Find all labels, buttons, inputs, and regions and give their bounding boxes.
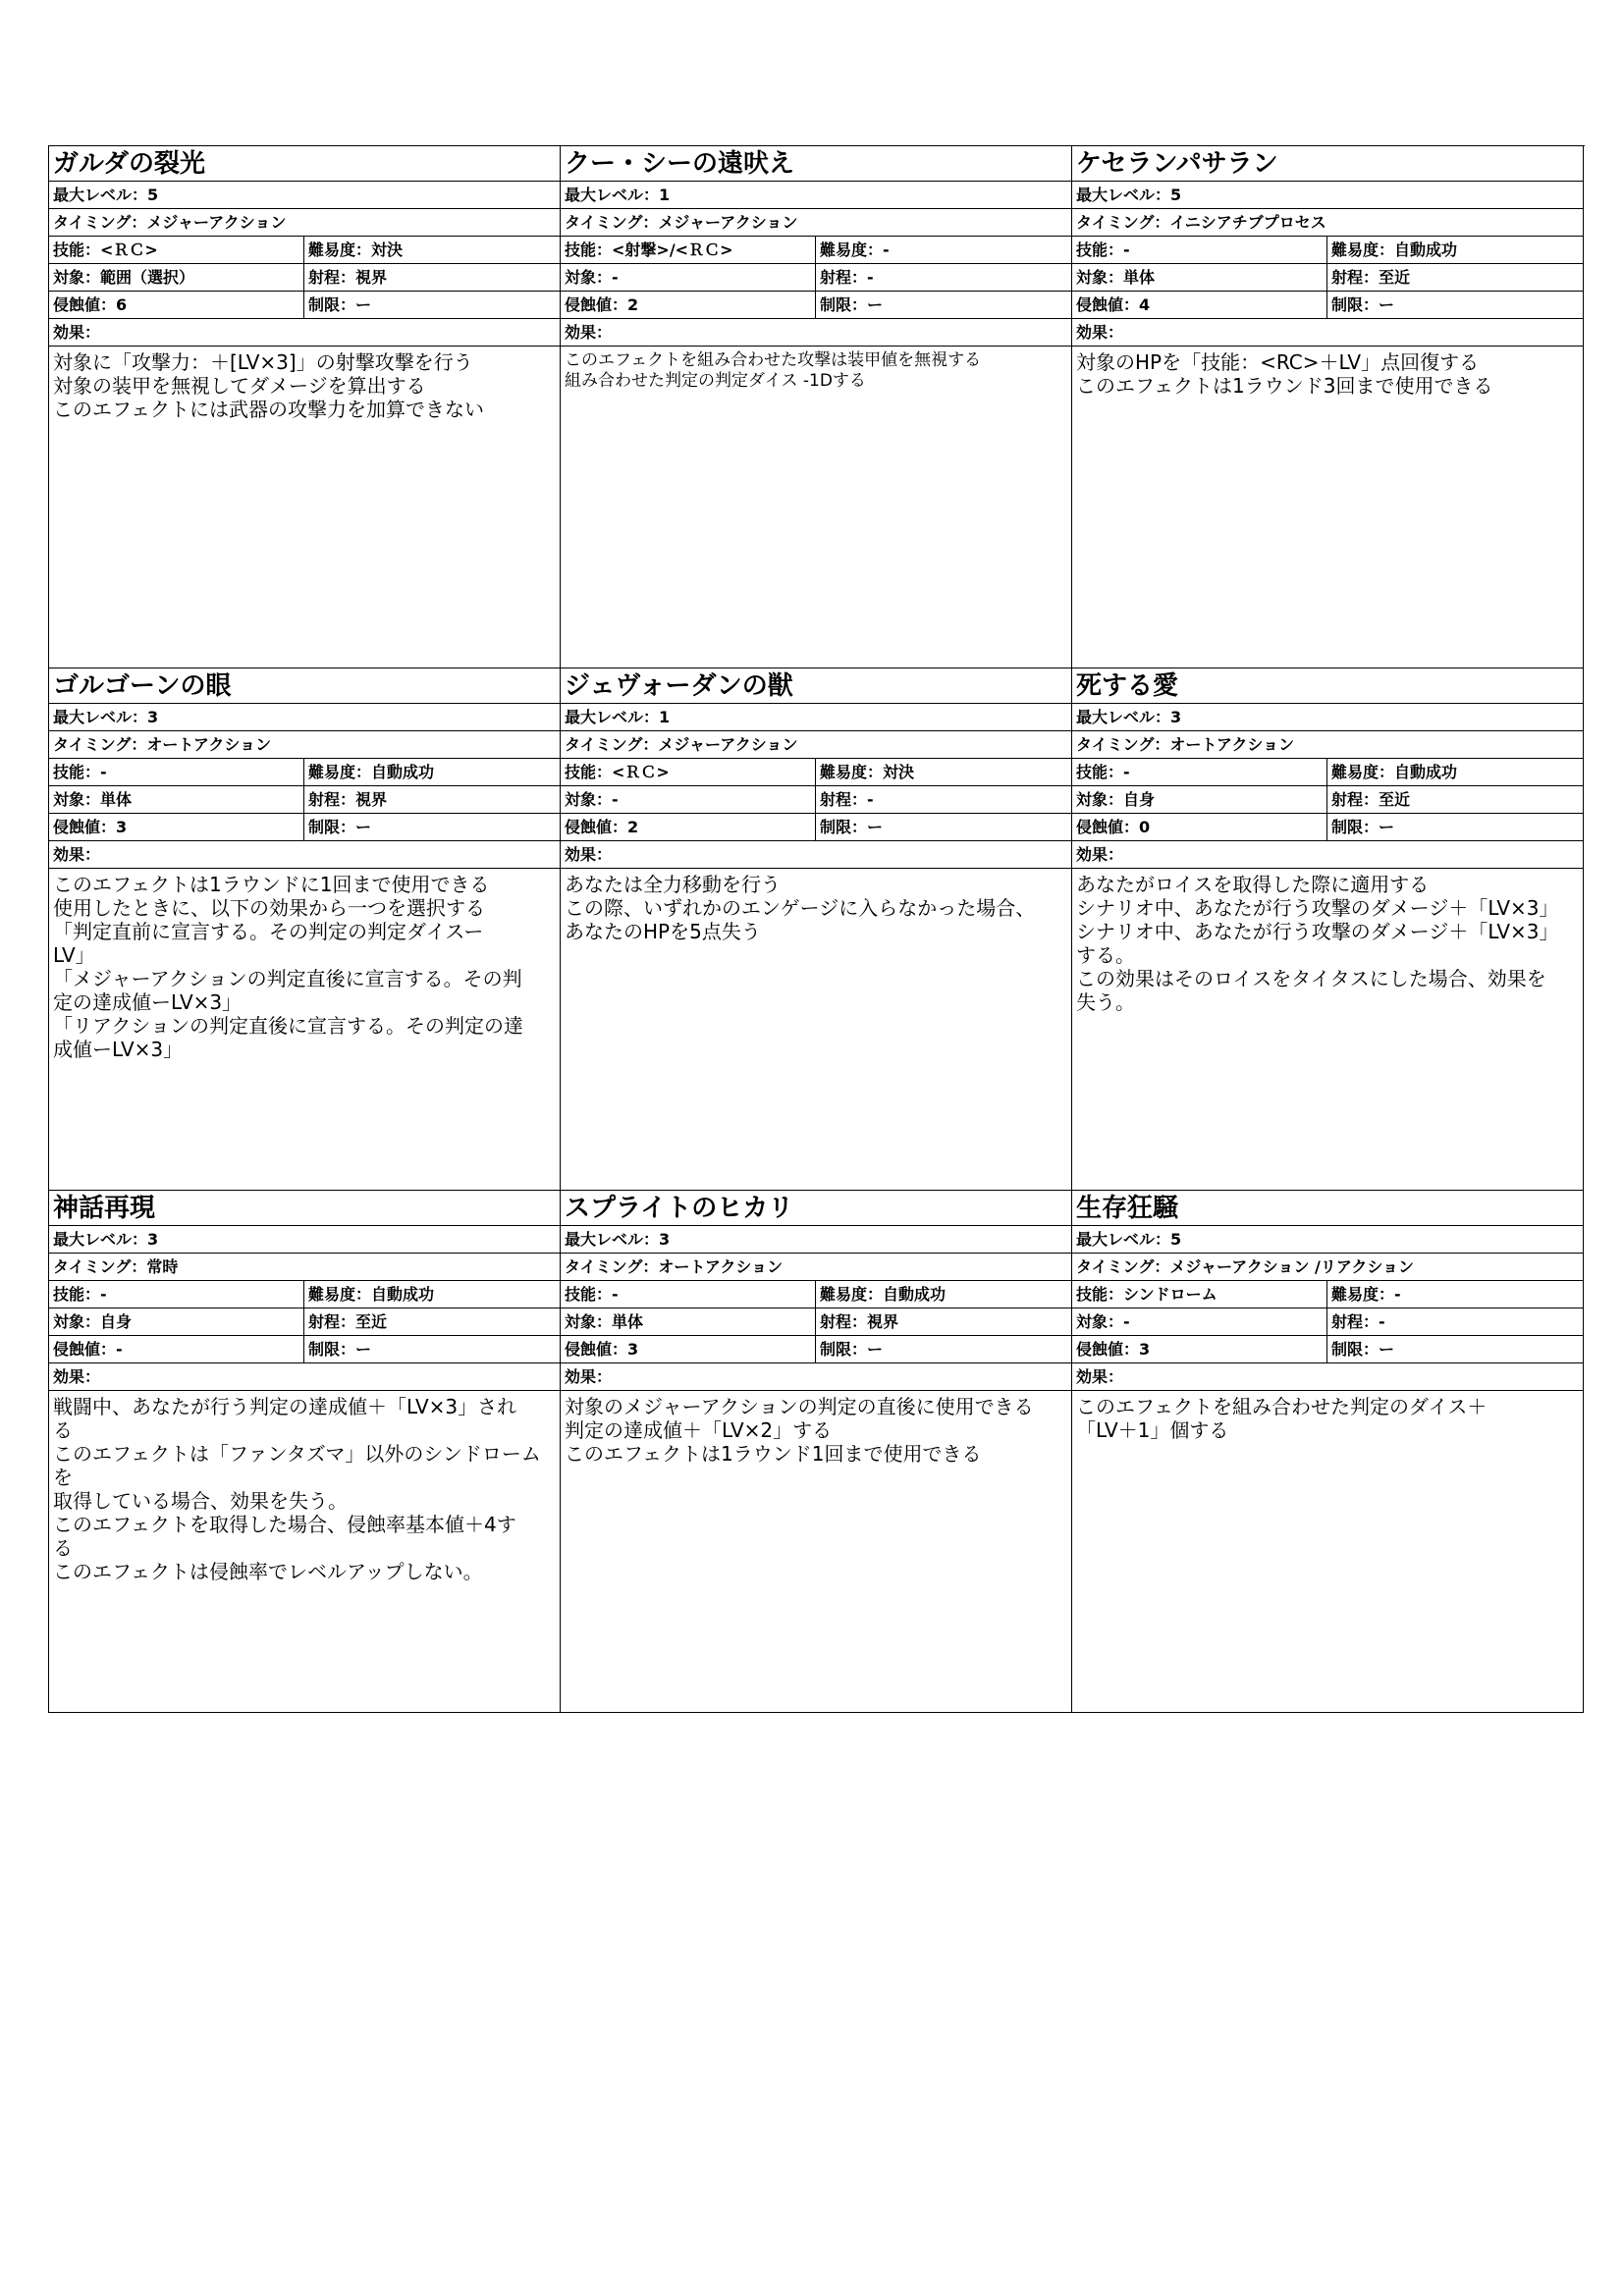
effect-text: 対象のメジャーアクションの判定の直後に使用できる 判定の達成値＋「LV×2」する このエフェクトは1ラウンド1回まで使用できる [565, 1395, 1034, 1466]
timing: タイミング：オートアクション [1072, 731, 1583, 759]
effect-label: 効果： [561, 319, 1071, 347]
skill: 技能：<射撃>/<ＲＣ> [561, 237, 816, 263]
target: 対象：単体 [1072, 264, 1327, 291]
effect-card [49, 1191, 561, 1713]
timing: タイミング：オートアクション [561, 1254, 1071, 1281]
restriction: 制限：ー [1331, 295, 1395, 314]
effect-card [1072, 146, 1584, 668]
difficulty: 難易度：自動成功 [1331, 763, 1458, 781]
difficulty: 難易度：自動成功 [308, 1285, 435, 1304]
card-title: ケセランパサラン [1072, 146, 1583, 182]
effect-label: 効果： [561, 841, 1071, 869]
max-level: 最大レベル：3 [561, 1226, 1071, 1254]
effect-text: 対象のHPを「技能：<RC>＋LV」点回復する このエフェクトは1ラウンド3回まで使用できる [1076, 350, 1493, 398]
skill-difficulty-row [1072, 759, 1583, 786]
effect-card [561, 146, 1072, 668]
effect-label: 効果： [49, 1363, 560, 1391]
timing: タイミング：メジャーアクション /リアクション [1072, 1254, 1583, 1281]
max-level: 最大レベル：1 [561, 182, 1071, 209]
difficulty: 難易度：自動成功 [820, 1285, 947, 1304]
target: 対象：- [1072, 1308, 1327, 1335]
max-level: 最大レベル：5 [1072, 1226, 1583, 1254]
skill-difficulty-row [561, 237, 1071, 264]
target-range-row [49, 786, 560, 814]
restriction: 制限：ー [820, 295, 884, 314]
difficulty: 難易度：対決 [820, 763, 915, 781]
target: 対象：範囲（選択） [49, 264, 304, 291]
erosion-restriction-row [561, 814, 1071, 841]
card-title: スプライトのヒカリ [561, 1191, 1071, 1226]
target-range-row [561, 1308, 1071, 1336]
card-title: ガルダの裂光 [49, 146, 560, 182]
restriction: 制限：ー [820, 818, 884, 836]
restriction: 制限：ー [820, 1340, 884, 1359]
target: 対象：自身 [1072, 786, 1327, 813]
target-range-row [49, 264, 560, 292]
restriction: 制限：ー [308, 818, 372, 836]
target: 対象：自身 [49, 1308, 304, 1335]
card-title: クー・シーの遠吠え [561, 146, 1071, 182]
card-title: ゴルゴーンの眼 [49, 668, 560, 704]
erosion-restriction-row [561, 292, 1071, 319]
target-range-row [561, 264, 1071, 292]
max-level: 最大レベル：5 [49, 182, 560, 209]
timing: タイミング：オートアクション [49, 731, 560, 759]
target: 対象：単体 [561, 1308, 816, 1335]
skill-difficulty-row [1072, 1281, 1583, 1308]
target: 対象：単体 [49, 786, 304, 813]
skill-difficulty-row [49, 237, 560, 264]
range: 射程：至近 [1331, 268, 1411, 287]
effect-text: あなたがロイスを取得した際に適用する シナリオ中、あなたが行う攻撃のダメージ＋「LV×3」 シナリオ中、あなたが行う攻撃のダメージ＋「LV×3」 する。 この効果はそのロイスをタイタスにした場合、効果を 失う。 [1076, 873, 1559, 1014]
skill: 技能：<ＲＣ> [561, 759, 816, 785]
card-title: 神話再現 [49, 1191, 560, 1226]
effect-label: 効果： [1072, 319, 1583, 347]
restriction: 制限：ー [308, 1340, 372, 1359]
target-range-row [49, 1308, 560, 1336]
erosion: 侵蝕値：0 [1072, 814, 1327, 840]
target-range-row [1072, 1308, 1583, 1336]
range: 射程：視界 [308, 268, 388, 287]
erosion-restriction-row [49, 814, 560, 841]
card-title: ジェヴォーダンの獣 [561, 668, 1071, 704]
target-range-row [1072, 264, 1583, 292]
effect-text: このエフェクトは1ラウンドに1回まで使用できる 使用したときに、以下の効果から一つを選択する 「判定直前に宣言する。その判定の判定ダイスー LV」 「メジャーアクションの判定直後に宣言する。その判 定の達成値ーLV×3」 「リアクションの判定直後に宣言する。その判定の達 成値ーLV×3」 [53, 873, 523, 1061]
target: 対象：- [561, 786, 816, 813]
skill: 技能：シンドローム [1072, 1281, 1327, 1308]
timing: タイミング：メジャーアクション [561, 731, 1071, 759]
skill: 技能：- [561, 1281, 816, 1308]
difficulty: 難易度：自動成功 [308, 763, 435, 781]
range: 射程：- [820, 268, 874, 287]
erosion-restriction-row [1072, 292, 1583, 319]
erosion: 侵蝕値：- [49, 1336, 304, 1362]
effect-label: 効果： [49, 841, 560, 869]
skill: 技能：- [49, 759, 304, 785]
effect-label: 効果： [49, 319, 560, 347]
skill: 技能：- [49, 1281, 304, 1308]
effect-card [561, 668, 1072, 1191]
skill: 技能：- [1072, 237, 1327, 263]
erosion: 侵蝕値：2 [561, 292, 816, 318]
effect-card [561, 1191, 1072, 1713]
difficulty: 難易度：対決 [308, 240, 404, 259]
max-level: 最大レベル：5 [1072, 182, 1583, 209]
skill-difficulty-row [561, 759, 1071, 786]
effect-text: あなたは全力移動を行う この際、いずれかのエンゲージに入らなかった場合、 あなたのHPを5点失う [565, 873, 1036, 943]
effect-text: 対象に「攻撃力：＋[LV×3]」の射撃攻撃を行う 対象の装甲を無視してダメージを算出する このエフェクトには武器の攻撃力を加算できない [53, 350, 484, 421]
restriction: 制限：ー [308, 295, 372, 314]
max-level: 最大レベル：3 [1072, 704, 1583, 731]
target: 対象：- [561, 264, 816, 291]
range: 射程：- [1331, 1312, 1385, 1331]
range: 射程：視界 [308, 790, 388, 809]
effect-label: 効果： [1072, 841, 1583, 869]
range: 射程：至近 [1331, 790, 1411, 809]
effect-label: 効果： [561, 1363, 1071, 1391]
card-title: 生存狂騒 [1072, 1191, 1583, 1226]
restriction: 制限：ー [1331, 1340, 1395, 1359]
effect-card [49, 668, 561, 1191]
erosion-restriction-row [49, 292, 560, 319]
difficulty: 難易度：- [1331, 1285, 1401, 1304]
difficulty: 難易度：- [820, 240, 890, 259]
erosion-restriction-row [1072, 814, 1583, 841]
erosion: 侵蝕値：6 [49, 292, 304, 318]
effect-card [1072, 1191, 1584, 1713]
range: 射程：至近 [308, 1312, 388, 1331]
effect-text: このエフェクトを組み合わせた判定のダイス＋ 「LV＋1」個する [1076, 1395, 1488, 1442]
max-level: 最大レベル：3 [49, 1226, 560, 1254]
max-level: 最大レベル：3 [49, 704, 560, 731]
effect-card [1072, 668, 1584, 1191]
range: 射程：- [820, 790, 874, 809]
skill: 技能：<ＲＣ> [49, 237, 304, 263]
effect-text: 戦闘中、あなたが行う判定の達成値＋「LV×3」され る このエフェクトは「ファンタズマ」以外のシンドロームを 取得している場合、効果を失う。 このエフェクトを取得した場合、侵蝕率基本値＋4す る このエフェクトは侵蝕率でレベルアップしない。 [53, 1395, 541, 1583]
effect-card [49, 146, 561, 668]
timing: タイミング：メジャーアクション [561, 209, 1071, 237]
skill-difficulty-row [561, 1281, 1071, 1308]
erosion: 侵蝕値：3 [561, 1336, 816, 1362]
erosion: 侵蝕値：2 [561, 814, 816, 840]
range: 射程：視界 [820, 1312, 899, 1331]
timing: タイミング：常時 [49, 1254, 560, 1281]
timing: タイミング：イニシアチブプロセス [1072, 209, 1583, 237]
erosion-restriction-row [561, 1336, 1071, 1363]
skill: 技能：- [1072, 759, 1327, 785]
erosion-restriction-row [1072, 1336, 1583, 1363]
target-range-row [1072, 786, 1583, 814]
effect-text: このエフェクトを組み合わせた攻撃は装甲値を無視する 組み合わせた判定の判定ダイス -1Dする [565, 350, 982, 391]
restriction: 制限：ー [1331, 818, 1395, 836]
skill-difficulty-row [49, 759, 560, 786]
effect-card-sheet [48, 145, 1585, 1713]
timing: タイミング：メジャーアクション [49, 209, 560, 237]
skill-difficulty-row [1072, 237, 1583, 264]
difficulty: 難易度：自動成功 [1331, 240, 1458, 259]
erosion-restriction-row [49, 1336, 560, 1363]
target-range-row [561, 786, 1071, 814]
card-title: 死する愛 [1072, 668, 1583, 704]
erosion: 侵蝕値：3 [49, 814, 304, 840]
skill-difficulty-row [49, 1281, 560, 1308]
erosion: 侵蝕値：4 [1072, 292, 1327, 318]
max-level: 最大レベル：1 [561, 704, 1071, 731]
effect-label: 効果： [1072, 1363, 1583, 1391]
erosion: 侵蝕値：3 [1072, 1336, 1327, 1362]
